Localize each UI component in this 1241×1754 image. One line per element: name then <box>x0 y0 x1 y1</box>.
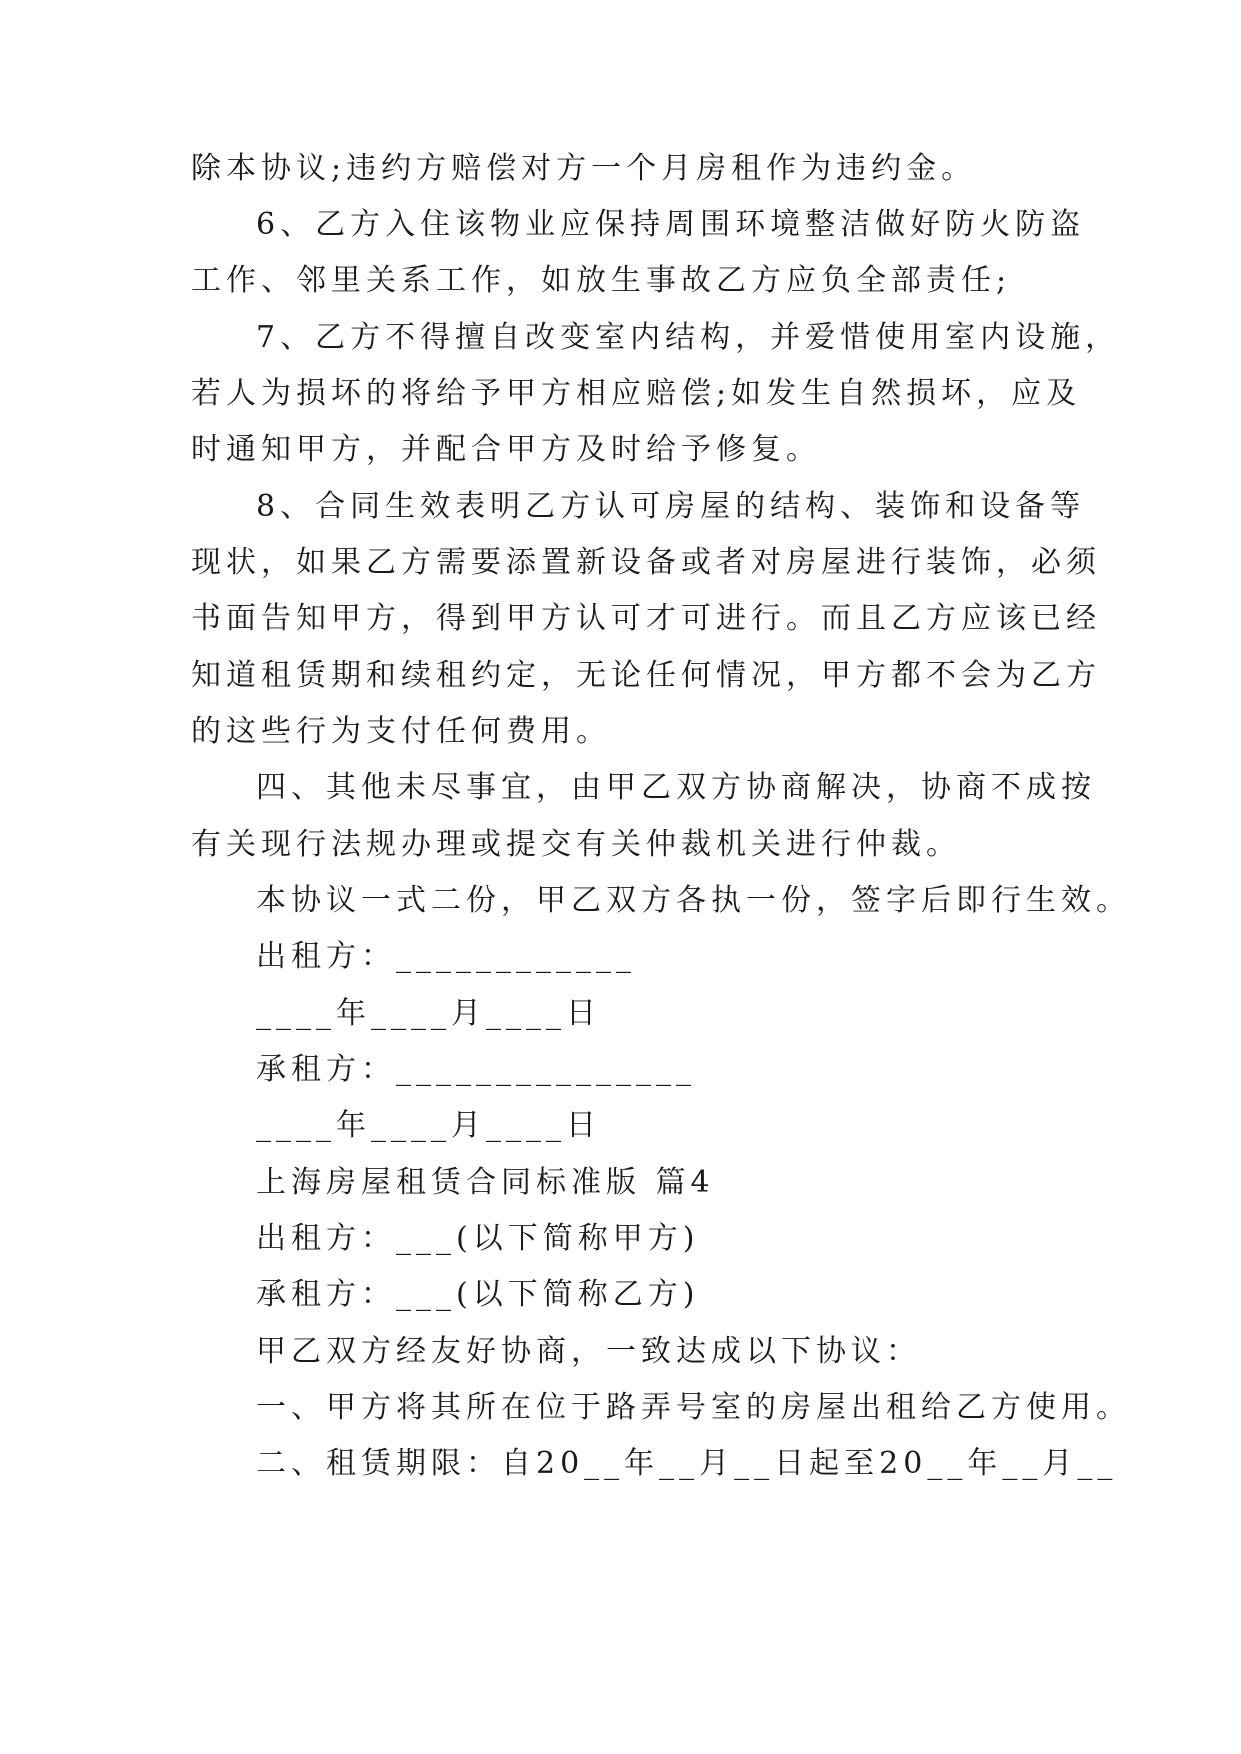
text-line: 有关现行法规办理或提交有关仲裁机关进行仲裁。 <box>191 827 961 862</box>
text-line: 现状，如果乙方需要添置新设备或者对房屋进行装饰，必须 <box>191 545 1101 580</box>
text-line: 7、乙方不得擅自改变室内结构，并爱惜使用室内设施， <box>256 320 1121 355</box>
text-line: 本协议一式二份，甲乙双方各执一份，签字后即行生效。 <box>256 883 1131 918</box>
text-line: 甲乙双方经友好协商，一致达成以下协议： <box>256 1334 921 1369</box>
section-title: 上海房屋租赁合同标准版 篇4 <box>256 1165 715 1200</box>
text-line: 除本协议;违约方赔偿对方一个月房租作为违约金。 <box>191 151 977 186</box>
text-line: 6、乙方入住该物业应保持周围环境整洁做好防火防盗 <box>256 207 1086 242</box>
text-line: 8、合同生效表明乙方认可房屋的结构、装饰和设备等 <box>256 489 1086 524</box>
text-line: 的这些行为支付任何费用。 <box>191 714 611 749</box>
date-line: ____年____月____日 <box>256 1108 601 1143</box>
text-line: 二、租赁期限：自20__年__月__日起至20__年__月__ <box>256 1446 1118 1481</box>
text-line: 知道租赁期和续租约定，无论任何情况，甲方都不会为乙方 <box>191 658 1101 693</box>
text-line: 书面告知甲方，得到甲方认可才可进行。而且乙方应该已经 <box>191 601 1101 636</box>
text-line: 工作、邻里关系工作，如放生事故乙方应负全部责任; <box>191 263 1012 298</box>
text-line: 一、甲方将其所在位于路弄号室的房屋出租给乙方使用。 <box>256 1390 1131 1425</box>
text-line: 承租方：___(以下简称乙方) <box>256 1277 700 1312</box>
signature-line-lessee: 承租方：_______________ <box>256 1052 696 1087</box>
text-line: 四、其他未尽事宜，由甲乙双方协商解决，协商不成按 <box>256 770 1096 805</box>
text-line: 若人为损坏的将给予甲方相应赔偿;如发生自然损坏，应及 <box>191 376 1082 411</box>
text-line: 出租方：___(以下简称甲方) <box>256 1221 700 1256</box>
signature-line-lessor: 出租方：____________ <box>256 939 636 974</box>
text-line: 时通知甲方，并配合甲方及时给予修复。 <box>191 432 821 467</box>
date-line: ____年____月____日 <box>256 996 601 1031</box>
